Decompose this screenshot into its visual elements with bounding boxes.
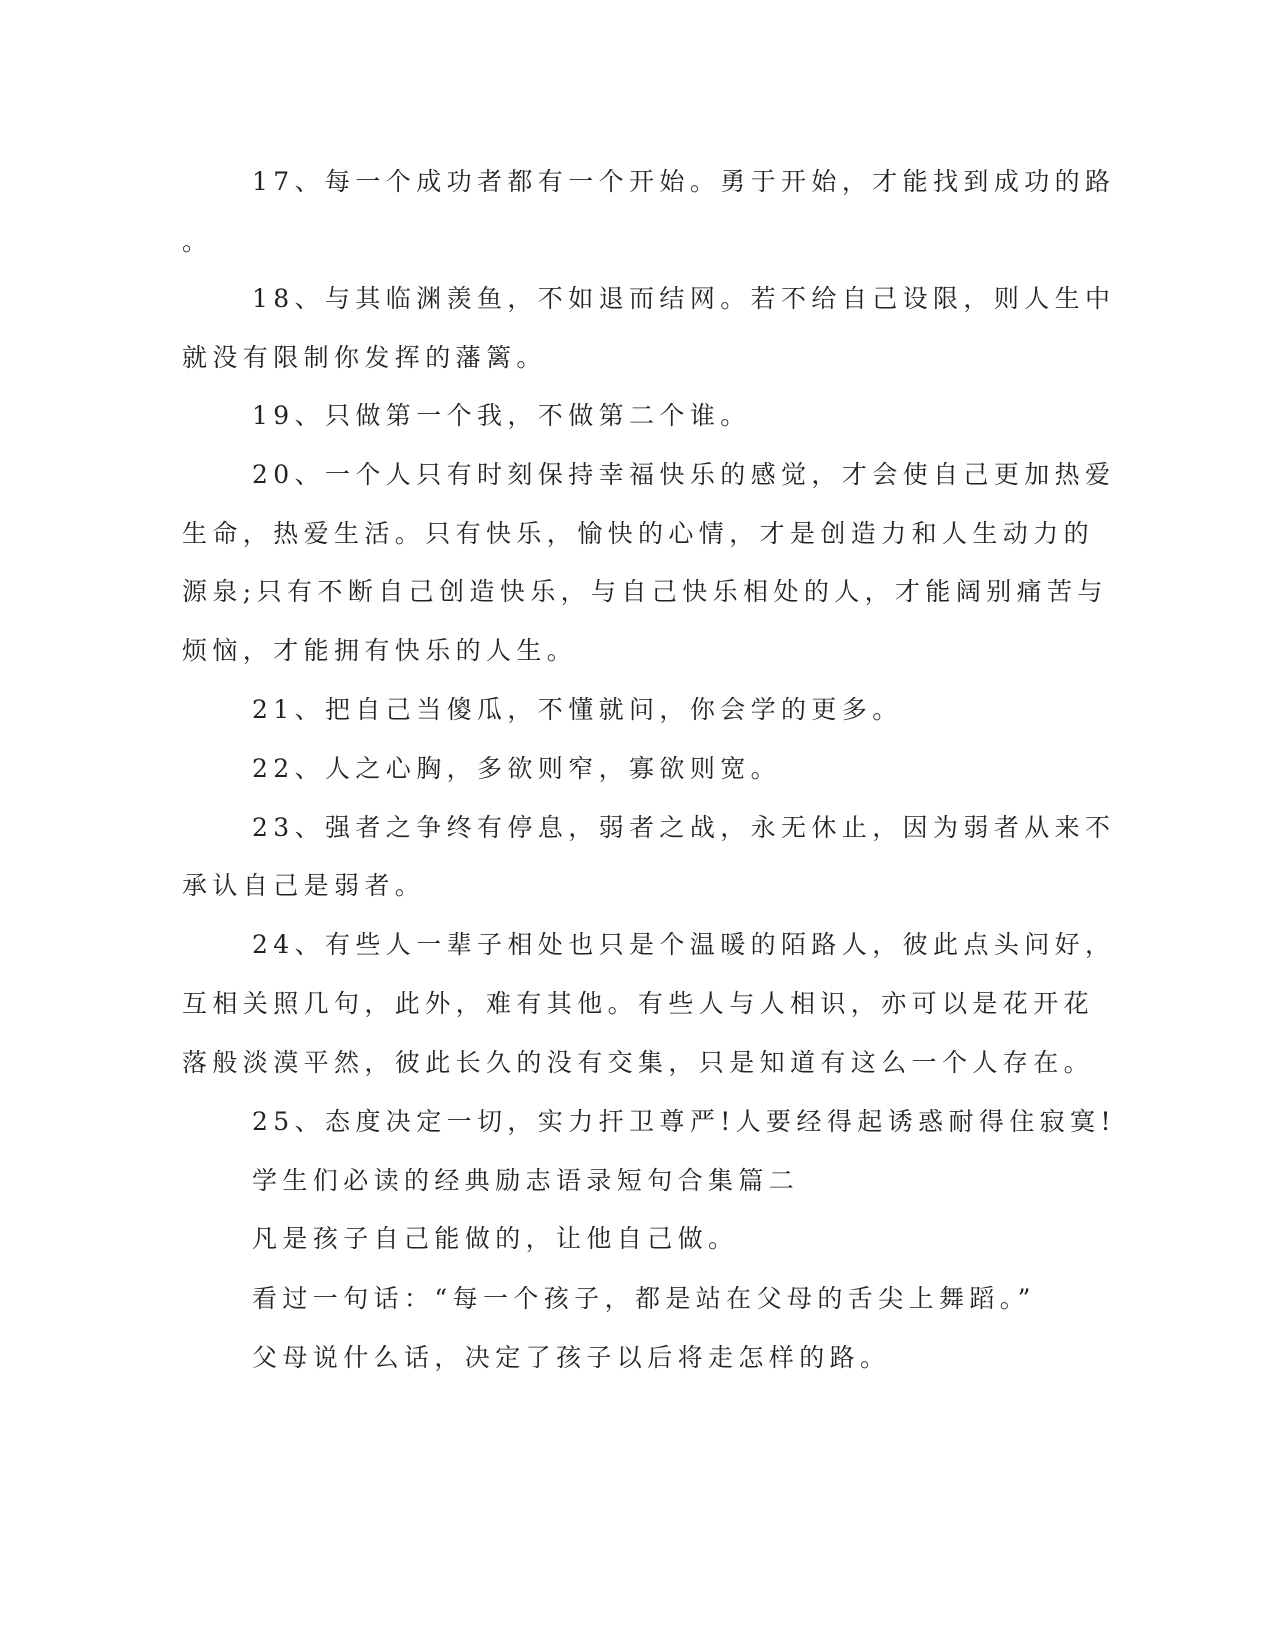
paragraph-18-line-1: 18、与其临渊羡鱼，不如退而结网。若不给自己设限，则人生中 <box>252 284 1116 313</box>
paragraph-21: 21、把自己当傻瓜，不懂就问，你会学的更多。 <box>252 695 903 724</box>
paragraph-20-line-1: 20、一个人只有时刻保持幸福快乐的感觉，才会使自己更加热爱 <box>252 460 1116 489</box>
paragraph-25: 25、态度决定一切，实力扞卫尊严!人要经得起诱惑耐得住寂寞! <box>252 1107 1116 1136</box>
paragraph-19: 19、只做第一个我，不做第二个谁。 <box>252 401 751 430</box>
paragraph-20-line-3: 源泉;只有不断自己创造快乐，与自己快乐相处的人，才能阔别痛苦与 <box>182 577 1108 606</box>
paragraph-17-line-2: 。 <box>182 227 213 256</box>
paragraph-17-line-1: 17、每一个成功者都有一个开始。勇于开始，才能找到成功的路 <box>252 167 1116 196</box>
paragraph-20-line-2: 生命，热爱生活。只有快乐，愉快的心情，才是创造力和人生动力的 <box>182 519 1095 548</box>
paragraph-24-line-3: 落般淡漠平然，彼此长久的没有交集，只是知道有这么一个人存在。 <box>182 1048 1095 1077</box>
paragraph-22: 22、人之心胸，多欲则窄，寡欲则宽。 <box>252 754 782 783</box>
paragraph-18-line-2: 就没有限制你发挥的藩篱。 <box>182 343 547 372</box>
paragraph-parents-words: 父母说什么话，决定了孩子以后将走怎样的路。 <box>252 1343 891 1372</box>
paragraph-20-line-4: 烦恼，才能拥有快乐的人生。 <box>182 636 578 665</box>
paragraph-24-line-1: 24、有些人一辈子相处也只是个温暖的陌路人，彼此点头问好， <box>252 930 1116 959</box>
paragraph-child-self-help: 凡是孩子自己能做的，让他自己做。 <box>252 1224 739 1253</box>
section-heading: 学生们必读的经典励志语录短句合集篇二 <box>252 1166 800 1195</box>
paragraph-23-line-1: 23、强者之争终有停息，弱者之战，永无休止，因为弱者从来不 <box>252 813 1116 842</box>
paragraph-24-line-2: 互相关照几句，此外，难有其他。有些人与人相识，亦可以是花开花 <box>182 989 1095 1018</box>
paragraph-23-line-2: 承认自己是弱者。 <box>182 871 426 900</box>
paragraph-quote: 看过一句话：“每一个孩子，都是站在父母的舌尖上舞蹈。” <box>252 1284 1036 1313</box>
